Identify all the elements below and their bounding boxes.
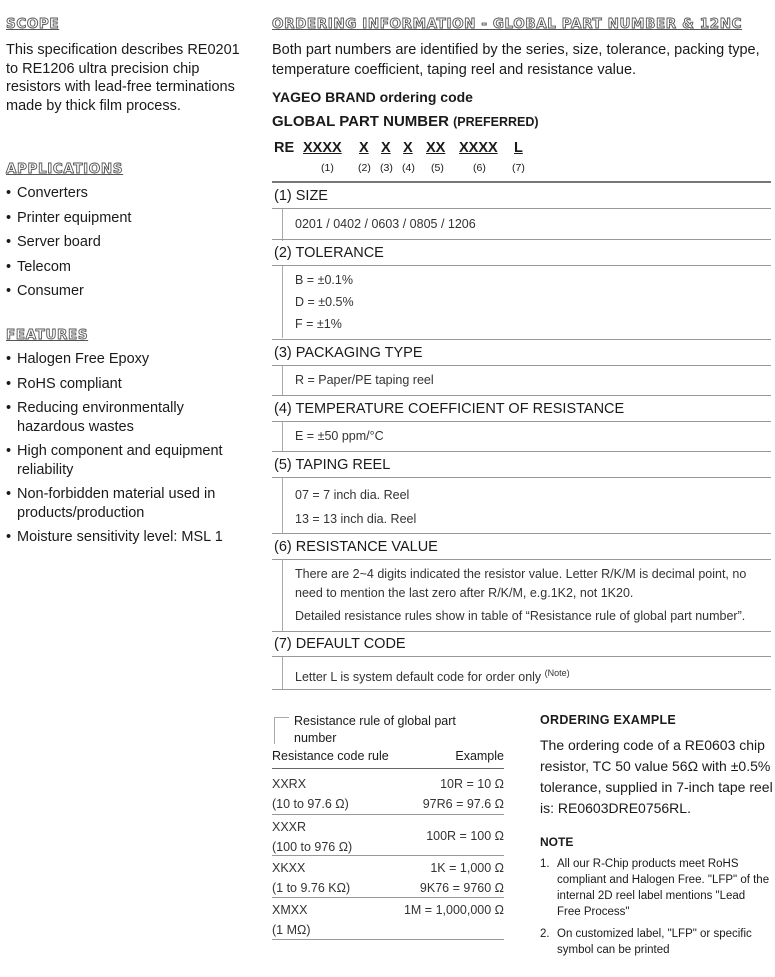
applications-heading: APPLICATIONS [6, 161, 124, 177]
resistance-title: (6) RESISTANCE VALUE [274, 539, 438, 555]
list-item: 1. All our R-Chip products meet RoHS compliant and Halogen Free. "LFP" of the internal 2D reel label mentions "Lead Free Process" [540, 858, 770, 918]
list-item: • Non-forbidden material used in products/production [6, 485, 246, 522]
divider [272, 451, 771, 452]
resistance-body: There are 2~4 digits indicated the resistor value. Letter R/K/M is decimal point, no need to mention the last zero after R/K/M, e.g.1K2, not 1K20. [295, 567, 747, 600]
divider [282, 657, 283, 689]
code-num: (2) [358, 162, 371, 174]
divider [272, 559, 771, 560]
code-num: (3) [380, 162, 393, 174]
reel-title: (5) TAPING REEL [274, 457, 391, 473]
list-item: • Server board [6, 233, 246, 252]
divider [272, 814, 504, 815]
list-item: • Reducing environmentally hazardous wastes [6, 399, 246, 436]
tcr-title: (4) TEMPERATURE COEFFICIENT OF RESISTANCE [274, 401, 625, 417]
code-part-reel: XX [426, 140, 446, 156]
code-num: (7) [512, 162, 525, 174]
divider [272, 395, 771, 396]
code-part-tcr: X [403, 140, 413, 156]
code-part-tolerance: X [359, 140, 369, 156]
divider [272, 897, 504, 898]
example-text: The ordering code of a RE0603 chip resistor, TC 50 value 56Ω with ±0.5% tolerance, supplied in 7-inch tape reel is: RE0603DRE0756RL. [540, 737, 773, 816]
tolerance-line: B = ±0.1% [295, 273, 353, 287]
features-heading: FEATURES [6, 327, 89, 343]
example-heading: ORDERING EXAMPLE [540, 713, 677, 727]
divider [272, 239, 771, 240]
divider [272, 656, 771, 657]
table-row: XXXR (100 to 976 Ω) 100R = 100 Ω [272, 820, 504, 854]
divider [272, 631, 771, 632]
tolerance-line: D = ±0.5% [295, 295, 354, 309]
list-item: • Printer equipment [6, 209, 246, 228]
tolerance-line: F = ±1% [295, 317, 342, 331]
size-title: (1) SIZE [274, 188, 328, 204]
divider [272, 689, 771, 690]
list-item: 2. On customized label, "LFP" or specific symbol can be printed [540, 928, 752, 956]
divider [282, 266, 283, 338]
divider [272, 265, 771, 266]
divider [272, 855, 504, 856]
reel-line: 07 = 7 inch dia. Reel [295, 488, 410, 502]
table-caption-mark [274, 717, 289, 744]
table-row: XMXX (1 MΩ) 1M = 1,000,000 Ω [272, 903, 504, 937]
list-item: • High component and equipment reliability [6, 442, 246, 479]
divider [272, 768, 504, 769]
code-part-resistance: XXXX [459, 140, 498, 156]
notes-list [540, 856, 772, 964]
scope-text: This specification describes RE0201 to RE1206 ultra precision chip resistors with lead-free terminations made by thick film process. [6, 42, 240, 114]
ordering-heading: ORDERING INFORMATION - GLOBAL PART NUMBER & 12NC [272, 16, 743, 32]
list-item: • Converters [6, 184, 246, 203]
packaging-title: (3) PACKAGING TYPE [274, 345, 423, 361]
code-prefix: RE [274, 140, 295, 156]
code-num: (4) [402, 162, 415, 174]
rule-table-header [272, 749, 504, 763]
resistance-rules-ref: Detailed resistance rules show in table of “Resistance rule of global part number”. [295, 609, 746, 623]
list-item: • Telecom [6, 258, 246, 277]
rule-table-caption: Resistance rule of global part number [294, 714, 456, 745]
features-list [6, 350, 246, 553]
table-row: XXRX (10 to 97.6 Ω) 10R = 10 Ω 97R6 = 97.6 Ω [272, 777, 504, 811]
divider [272, 339, 771, 340]
divider [272, 208, 771, 209]
code-num: (6) [473, 162, 486, 174]
note-heading: NOTE [540, 835, 574, 849]
code-part-default: L [514, 140, 523, 156]
list-item: • Moisture sensitivity level: MSL 1 [6, 528, 246, 547]
divider [272, 365, 771, 366]
list-item: • RoHS compliant [6, 375, 246, 394]
gpn-label: GLOBAL PART NUMBER (PREFERRED) [272, 113, 539, 130]
list-item: • Halogen Free Epoxy [6, 350, 246, 369]
scope-heading: SCOPE [6, 16, 60, 32]
code-part-packaging: X [381, 140, 391, 156]
column-header: Resistance code rule [272, 749, 389, 763]
divider [272, 421, 771, 422]
divider [282, 422, 283, 451]
brand-label: YAGEO BRAND ordering code [272, 89, 473, 105]
packaging-body: R = Paper/PE taping reel [295, 373, 434, 387]
divider [272, 533, 771, 534]
divider [282, 366, 283, 395]
divider [282, 209, 283, 241]
column-header: Example [455, 749, 504, 763]
table-row: XKXX (1 to 9.76 KΩ) 1K = 1,000 Ω 9K76 = 9760 Ω [272, 861, 504, 895]
code-num: (1) [321, 162, 334, 174]
code-part-size: XXXX [303, 140, 342, 156]
list-item: • Consumer [6, 282, 246, 301]
tolerance-title: (2) TOLERANCE [274, 245, 384, 261]
divider [272, 477, 771, 478]
divider [272, 181, 771, 183]
divider [282, 478, 283, 533]
reel-line: 13 = 13 inch dia. Reel [295, 512, 417, 526]
default-title: (7) DEFAULT CODE [274, 636, 406, 652]
ordering-intro: Both part numbers are identified by the series, size, tolerance, packing type, temperature coefficient, taping reel and resistance value. [272, 42, 760, 78]
applications-list [6, 184, 246, 307]
size-body: 0201 / 0402 / 0603 / 0805 / 1206 [295, 217, 476, 231]
divider [282, 560, 283, 632]
code-num: (5) [431, 162, 444, 174]
default-body: Letter L is system default code for order only $^{(Note)}$ [295, 668, 570, 685]
divider [272, 939, 504, 940]
tcr-body: E = ±50 ppm/°C [295, 429, 384, 443]
